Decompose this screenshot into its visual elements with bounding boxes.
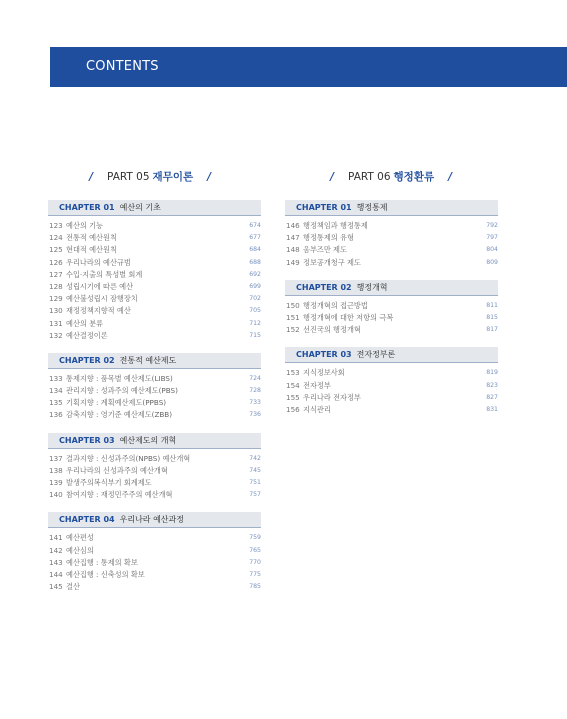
- toc-entry[interactable]: [285, 220, 498, 232]
- entry-number: 127: [49, 269, 63, 279]
- entry-number: 138: [49, 465, 63, 475]
- entry-page: 705: [249, 307, 261, 315]
- entry-list: [285, 363, 498, 416]
- entry-number: 133: [49, 373, 63, 383]
- chapter-block: [285, 347, 498, 416]
- entry-title: 우리나라의 예산규범: [66, 257, 131, 267]
- toc-entry[interactable]: [285, 232, 498, 244]
- entry-title: 결산: [66, 582, 80, 592]
- entry-page: 702: [249, 295, 261, 303]
- chapter-number: CHAPTER 04: [59, 515, 115, 525]
- entry-number: 154: [286, 380, 300, 390]
- entry-number: 139: [49, 478, 63, 487]
- entry-page: 785: [249, 583, 261, 591]
- entry-title: 행정개혁에 대한 저항의 극복: [303, 312, 394, 322]
- entry-number: 151: [286, 312, 300, 322]
- chapter-block: [48, 200, 261, 342]
- entry-title: 예산결정이론: [66, 330, 108, 340]
- entry-number: 146: [286, 221, 300, 230]
- chapter-header[interactable]: [48, 512, 261, 527]
- chapter-header[interactable]: [48, 200, 261, 215]
- entry-page: 724: [249, 374, 261, 382]
- entry-number: 126: [49, 257, 63, 267]
- entry-page: 712: [249, 319, 261, 327]
- entry-page: 765: [249, 546, 261, 554]
- entry-title: 기획지향 : 계획예산제도(PPBS): [66, 398, 167, 408]
- entry-number: 129: [49, 294, 63, 304]
- entry-title: 예산편성: [66, 533, 94, 543]
- chapter-block: [48, 433, 261, 502]
- toc-entry[interactable]: [48, 581, 261, 593]
- entry-number: 128: [49, 281, 63, 291]
- toc-entry[interactable]: [285, 300, 498, 312]
- toc-entry[interactable]: [48, 244, 261, 256]
- chapter-header[interactable]: [285, 200, 498, 215]
- entry-title: 통제지향 : 품목별 예산제도(LIBS): [66, 373, 173, 383]
- chapter-block: [285, 200, 498, 269]
- entry-number: 125: [49, 245, 63, 255]
- chapter-title: 우리나라 예산과정: [119, 515, 184, 525]
- entry-title: 선진국의 행정개혁: [303, 325, 361, 335]
- chapter-header[interactable]: [48, 433, 261, 448]
- entry-page: 745: [249, 466, 261, 474]
- entry-page: 715: [249, 331, 261, 339]
- entry-title: 감축지향 : 영기준 예산제도(ZBB): [66, 410, 173, 420]
- chapter-number: CHAPTER 03: [59, 435, 115, 445]
- entry-title: 발생주의복식부기 회계제도: [66, 478, 152, 487]
- toc-entry[interactable]: [285, 392, 498, 404]
- chapter-title: 행정개혁: [356, 282, 388, 292]
- entry-number: 142: [49, 545, 63, 555]
- toc-entry[interactable]: [48, 305, 261, 317]
- entry-number: 131: [49, 318, 63, 328]
- entry-page: 811: [486, 301, 498, 309]
- toc-entry[interactable]: [48, 269, 261, 281]
- entry-title: 행정개혁의 접근방법: [303, 300, 368, 310]
- entry-page: 817: [486, 326, 498, 334]
- entry-number: 130: [49, 306, 63, 316]
- entry-title: 전통적 예산원칙: [66, 233, 117, 243]
- entry-page: 684: [249, 246, 261, 254]
- entry-page: 751: [249, 479, 261, 486]
- entry-page: 699: [249, 282, 261, 290]
- entry-list: [48, 528, 261, 593]
- entry-number: 144: [49, 569, 63, 579]
- entry-title: 행정통제의 유형: [303, 233, 354, 243]
- chapter-block: [48, 353, 261, 422]
- entry-page: 831: [486, 405, 498, 413]
- slash-mark: /: [446, 170, 454, 183]
- toc-entry[interactable]: [48, 465, 261, 477]
- entry-page: 819: [486, 369, 498, 377]
- toc-entry[interactable]: [285, 244, 498, 256]
- toc-entry[interactable]: [48, 318, 261, 330]
- entry-page: 804: [486, 246, 498, 254]
- entry-number: 136: [49, 410, 63, 420]
- entry-number: 153: [286, 368, 300, 378]
- toc-entry[interactable]: [48, 373, 261, 385]
- entry-page: 674: [249, 222, 261, 229]
- entry-page: 757: [249, 491, 261, 499]
- chapter-number: CHAPTER 01: [59, 203, 115, 212]
- toc-entry[interactable]: [48, 293, 261, 305]
- entry-page: 759: [249, 534, 261, 542]
- entry-title: 예산불성립시 잠행장치: [66, 294, 138, 304]
- entry-title: 재정정책지향적 예산: [66, 306, 131, 316]
- slash-mark: /: [87, 170, 95, 183]
- toc-entry[interactable]: [48, 257, 261, 269]
- entry-number: 156: [286, 404, 300, 414]
- chapter-title: 예산의 기초: [119, 203, 161, 212]
- entry-page: 677: [249, 234, 261, 242]
- part-05-toc: [48, 200, 261, 604]
- toc-entry[interactable]: [48, 489, 261, 501]
- entry-title: 예산집행 : 신축성의 확보: [66, 569, 145, 579]
- entry-page: 770: [249, 558, 261, 566]
- entry-page: 736: [249, 411, 261, 419]
- entry-title: 예산의 기능: [66, 221, 104, 230]
- chapter-number: CHAPTER 03: [296, 350, 352, 360]
- entry-page: 728: [249, 387, 261, 395]
- entry-title: 행정책임과 행정통제: [303, 221, 368, 230]
- toc-entry[interactable]: [285, 380, 498, 392]
- chapter-header[interactable]: [285, 280, 498, 295]
- toc-entry[interactable]: [285, 257, 498, 269]
- entry-list: [285, 216, 498, 269]
- entry-number: 123: [49, 221, 63, 230]
- entry-title: 관리지향 : 성과주의 예산제도(PBS): [66, 386, 178, 396]
- entry-list: [285, 296, 498, 337]
- contents-banner: [50, 47, 567, 87]
- entry-list: [48, 216, 261, 342]
- entry-number: 141: [49, 533, 63, 543]
- entry-title: 예산심의: [66, 545, 94, 555]
- toc-entry[interactable]: [48, 385, 261, 397]
- chapter-title: 예산제도의 개혁: [119, 435, 177, 445]
- entry-page: 742: [249, 454, 261, 462]
- part-title: 재무이론: [152, 171, 194, 183]
- entry-number: 140: [49, 490, 63, 500]
- toc-entry[interactable]: [48, 281, 261, 293]
- entry-title: 결과지향 : 신성과주의(NPBS) 예산개혁: [66, 453, 191, 463]
- slash-mark: /: [328, 170, 336, 183]
- chapter-number: CHAPTER 01: [296, 203, 352, 212]
- entry-number: 155: [286, 392, 300, 402]
- entry-number: 150: [286, 300, 300, 310]
- toc-entry[interactable]: [48, 569, 261, 581]
- chapter-title: 전자정부론: [356, 350, 396, 360]
- entry-page: 733: [249, 399, 261, 407]
- part-label: PART 05: [107, 171, 150, 183]
- entry-page: 823: [486, 381, 498, 389]
- entry-number: 132: [49, 330, 63, 340]
- toc-entry[interactable]: [48, 557, 261, 569]
- entry-page: 797: [486, 234, 498, 242]
- chapter-title: 행정통제: [356, 203, 388, 212]
- part-06-toc: [285, 200, 498, 427]
- toc-entry[interactable]: [48, 453, 261, 465]
- entry-page: 692: [249, 270, 261, 278]
- chapter-header[interactable]: [48, 353, 261, 368]
- entry-page: 827: [486, 393, 498, 401]
- entry-title: 예산집행 : 통제의 확보: [66, 557, 138, 567]
- part-label: PART 06: [348, 171, 391, 183]
- entry-number: 137: [49, 453, 63, 463]
- toc-entry[interactable]: [48, 397, 261, 409]
- entry-title: 우리나라 전자정부: [303, 392, 361, 402]
- entry-title: 현대적 예산원칙: [66, 245, 117, 255]
- entry-title: 지식관리: [303, 404, 331, 414]
- entry-page: 815: [486, 313, 498, 321]
- entry-title: 우리나라의 신성과주의 예산개혁: [66, 465, 168, 475]
- entry-title: 참여지향 : 재정민주주의 예산개혁: [66, 490, 173, 500]
- slash-mark: /: [205, 170, 213, 183]
- part-05-heading: [89, 169, 211, 183]
- entry-page: 775: [249, 570, 261, 578]
- chapter-header[interactable]: [285, 347, 498, 362]
- entry-number: 124: [49, 233, 63, 243]
- toc-entry[interactable]: [48, 330, 261, 342]
- toc-entry[interactable]: [48, 477, 261, 489]
- entry-title: 전자정부: [303, 380, 331, 390]
- toc-entry[interactable]: [48, 545, 261, 557]
- entry-number: 143: [49, 557, 63, 567]
- toc-entry[interactable]: [285, 312, 498, 324]
- chapter-number: CHAPTER 02: [59, 355, 115, 365]
- entry-number: 147: [286, 233, 300, 243]
- chapter-block: [48, 512, 261, 593]
- entry-title: 수입·지출의 특성별 회계: [66, 269, 143, 279]
- entry-number: 152: [286, 325, 300, 335]
- toc-entry[interactable]: [48, 409, 261, 421]
- entry-title: 지식정보사회: [303, 368, 345, 378]
- toc-entry[interactable]: [48, 532, 261, 544]
- entry-number: 135: [49, 398, 63, 408]
- entry-number: 149: [286, 257, 300, 267]
- entry-title: 성립시기에 따른 예산: [66, 281, 134, 291]
- part-title: 행정환류: [393, 171, 435, 183]
- entry-page: 809: [486, 258, 498, 266]
- toc-entry[interactable]: [285, 404, 498, 416]
- entry-number: 134: [49, 386, 63, 396]
- entry-title: 정보공개청구 제도: [303, 257, 361, 267]
- entry-page: 688: [249, 258, 261, 266]
- contents-title: CONTENTS: [86, 59, 159, 74]
- entry-page: 792: [486, 222, 498, 229]
- entry-number: 145: [49, 582, 63, 592]
- toc-entry[interactable]: [48, 232, 261, 244]
- entry-title: 예산의 분류: [66, 318, 104, 328]
- part-06-heading: [330, 169, 452, 183]
- entry-number: 148: [286, 245, 300, 255]
- toc-entry[interactable]: [285, 324, 498, 336]
- chapter-title: 전통적 예산제도: [119, 355, 177, 365]
- toc-entry[interactable]: [285, 367, 498, 379]
- chapter-block: [285, 280, 498, 337]
- toc-entry[interactable]: [48, 220, 261, 232]
- chapter-number: CHAPTER 02: [296, 282, 352, 292]
- entry-list: [48, 369, 261, 422]
- entry-title: 옴부즈만 제도: [303, 245, 347, 255]
- entry-list: [48, 449, 261, 502]
